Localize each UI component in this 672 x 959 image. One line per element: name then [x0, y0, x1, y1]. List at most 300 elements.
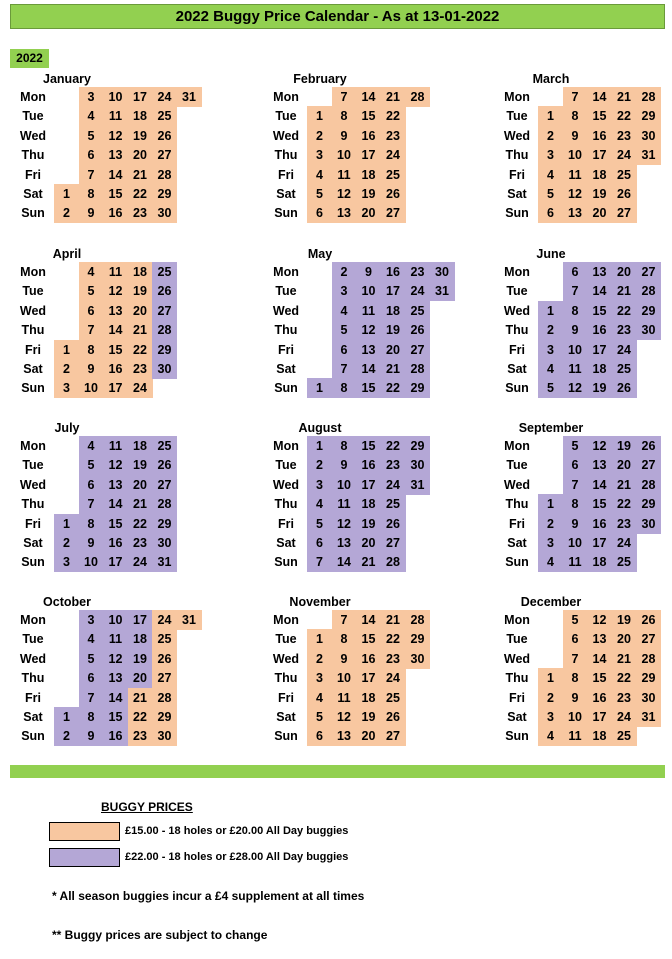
day-cell: 20	[128, 475, 153, 495]
day-cell: 12	[103, 649, 128, 669]
day-cell: 9	[79, 533, 104, 553]
day-cell: 17	[356, 668, 381, 688]
weekday-label: Fri	[278, 690, 294, 705]
day-cell: 8	[563, 494, 588, 514]
weekday-label: Sat	[23, 710, 43, 724]
day-cell: 2	[538, 320, 563, 340]
weekday-label: Wed	[272, 128, 300, 143]
day-cell: 10	[563, 145, 588, 165]
day-cell: 8	[79, 184, 104, 204]
day-cell: 7	[79, 165, 104, 185]
day-cell: 9	[332, 455, 357, 475]
day-cell: 11	[563, 359, 588, 379]
weekday-label: Sun	[274, 381, 298, 396]
month-name: August	[298, 421, 342, 435]
day-cell: 15	[587, 106, 612, 126]
day-cell: 2	[332, 262, 357, 282]
day-cell: 2	[307, 649, 332, 669]
purple-price-swatch	[49, 848, 120, 867]
day-cell: 14	[587, 281, 612, 301]
weekday-label: Sun	[274, 206, 298, 221]
day-cell: 24	[128, 552, 153, 572]
day-cell: 21	[612, 475, 637, 495]
day-cell: 17	[381, 281, 406, 301]
day-cell: 18	[587, 359, 612, 379]
day-cell: 5	[79, 281, 104, 301]
weekday-label: Tue	[506, 109, 528, 124]
weekday-label: Mon	[273, 439, 299, 453]
day-cell: 14	[587, 87, 612, 107]
month-name: October	[43, 595, 91, 609]
day-cell: 20	[356, 533, 381, 553]
day-cell: 6	[538, 203, 563, 223]
day-cell: 21	[612, 87, 637, 107]
weekday-label: Mon	[504, 613, 530, 627]
day-cell: 23	[612, 514, 637, 534]
month-name: November	[289, 595, 351, 609]
day-cell: 11	[332, 165, 357, 185]
weekday-label: Mon	[504, 265, 530, 279]
day-cell: 1	[538, 494, 563, 514]
day-cell: 27	[381, 533, 406, 553]
day-cell: 19	[128, 126, 153, 146]
day-cell: 26	[381, 184, 406, 204]
day-cell: 13	[587, 629, 612, 649]
day-cell: 4	[538, 165, 563, 185]
weekday-label: Thu	[505, 323, 529, 338]
day-cell: 30	[636, 514, 661, 534]
day-cell: 19	[587, 184, 612, 204]
year-label: 2022	[10, 49, 49, 68]
day-cell: 30	[405, 649, 430, 669]
day-cell: 6	[79, 145, 104, 165]
weekday-label: Sat	[507, 710, 527, 724]
day-cell: 8	[79, 514, 104, 534]
weekday-label: Mon	[273, 90, 299, 104]
day-cell: 6	[79, 668, 104, 688]
day-cell: 8	[563, 106, 588, 126]
day-cell: 3	[54, 378, 79, 398]
weekday-label: Tue	[506, 458, 528, 473]
day-cell: 21	[128, 320, 153, 340]
day-cell: 25	[152, 436, 177, 456]
day-cell: 18	[587, 165, 612, 185]
day-cell: 11	[103, 262, 128, 282]
weekday-label: Fri	[25, 167, 41, 182]
weekday-label: Thu	[505, 671, 529, 686]
month-july	[12, 419, 212, 579]
day-cell: 3	[538, 533, 563, 553]
day-cell: 24	[612, 340, 637, 360]
day-cell: 8	[332, 106, 357, 126]
day-cell: 15	[103, 707, 128, 727]
day-cell: 16	[356, 649, 381, 669]
weekday-label: Thu	[21, 148, 45, 163]
day-cell: 12	[563, 184, 588, 204]
weekday-label: Thu	[505, 497, 529, 512]
day-cell: 7	[563, 281, 588, 301]
weekday-label: Wed	[503, 651, 531, 666]
day-cell: 22	[128, 707, 153, 727]
day-cell: 22	[612, 494, 637, 514]
day-cell: 10	[332, 475, 357, 495]
day-cell: 3	[538, 340, 563, 360]
day-cell: 23	[381, 126, 406, 146]
day-cell: 4	[79, 436, 104, 456]
day-cell: 16	[103, 726, 128, 746]
day-cell: 5	[307, 707, 332, 727]
day-cell: 26	[152, 281, 177, 301]
day-cell: 15	[587, 668, 612, 688]
weekday-label: Sat	[23, 536, 43, 550]
day-cell: 5	[307, 184, 332, 204]
day-cell: 30	[152, 533, 177, 553]
day-cell: 3	[307, 145, 332, 165]
weekday-label: Wed	[19, 303, 47, 318]
day-cell: 27	[152, 301, 177, 321]
day-cell: 27	[636, 262, 661, 282]
day-cell: 22	[381, 378, 406, 398]
weekday-label: Mon	[504, 90, 530, 104]
day-cell: 5	[563, 436, 588, 456]
day-cell: 7	[79, 688, 104, 708]
day-cell: 9	[79, 359, 104, 379]
day-cell: 10	[356, 281, 381, 301]
day-cell: 23	[128, 359, 153, 379]
day-cell: 19	[612, 610, 637, 630]
weekday-label: Sat	[23, 362, 43, 376]
day-cell: 23	[405, 262, 430, 282]
day-cell: 22	[381, 106, 406, 126]
day-cell: 4	[538, 726, 563, 746]
day-cell: 6	[332, 340, 357, 360]
day-cell: 23	[128, 533, 153, 553]
day-cell: 24	[405, 281, 430, 301]
day-cell: 14	[356, 359, 381, 379]
weekday-label: Wed	[503, 477, 531, 492]
day-cell: 20	[381, 340, 406, 360]
day-cell: 4	[307, 165, 332, 185]
weekday-label: Sun	[274, 555, 298, 570]
day-cell: 26	[152, 455, 177, 475]
month-august	[265, 419, 465, 579]
day-cell: 6	[307, 533, 332, 553]
day-cell: 30	[636, 320, 661, 340]
month-name: February	[293, 72, 347, 86]
month-name: June	[536, 247, 566, 261]
day-cell: 26	[636, 436, 661, 456]
day-cell: 26	[612, 378, 637, 398]
day-cell: 5	[307, 514, 332, 534]
weekday-label: Fri	[278, 342, 294, 357]
day-cell: 13	[103, 668, 128, 688]
day-cell: 2	[307, 455, 332, 475]
day-cell: 18	[587, 552, 612, 572]
day-cell: 12	[587, 436, 612, 456]
day-cell: 12	[332, 184, 357, 204]
day-cell: 3	[538, 145, 563, 165]
day-cell: 19	[356, 514, 381, 534]
day-cell: 20	[612, 455, 637, 475]
supplement-note: * All season buggies incur a £4 supplement at all times	[52, 889, 365, 903]
day-cell: 26	[636, 610, 661, 630]
day-cell: 21	[381, 610, 406, 630]
day-cell: 13	[103, 145, 128, 165]
day-cell: 28	[405, 87, 430, 107]
day-cell: 25	[612, 359, 637, 379]
day-cell: 4	[538, 552, 563, 572]
day-cell: 7	[563, 87, 588, 107]
day-cell: 11	[332, 688, 357, 708]
weekday-label: Thu	[274, 497, 298, 512]
day-cell: 31	[152, 552, 177, 572]
weekday-label: Thu	[21, 497, 45, 512]
day-cell: 12	[332, 514, 357, 534]
day-cell: 27	[152, 668, 177, 688]
weekday-label: Fri	[25, 516, 41, 531]
day-cell: 9	[79, 726, 104, 746]
weekday-label: Sun	[505, 381, 529, 396]
weekday-label: Wed	[272, 651, 300, 666]
day-cell: 15	[103, 340, 128, 360]
day-cell: 6	[79, 475, 104, 495]
day-cell: 10	[563, 533, 588, 553]
day-cell: 17	[103, 378, 128, 398]
month-name: January	[43, 72, 91, 86]
day-cell: 14	[103, 688, 128, 708]
day-cell: 17	[128, 610, 153, 630]
day-cell: 28	[152, 165, 177, 185]
day-cell: 17	[356, 475, 381, 495]
day-cell: 21	[356, 552, 381, 572]
purple-price-label: £22.00 - 18 holes or £28.00 All Day buggies	[125, 851, 349, 863]
day-cell: 7	[332, 359, 357, 379]
day-cell: 6	[307, 726, 332, 746]
day-cell: 3	[79, 87, 104, 107]
day-cell: 31	[177, 87, 202, 107]
day-cell: 13	[332, 203, 357, 223]
day-cell: 27	[636, 629, 661, 649]
day-cell: 9	[332, 126, 357, 146]
day-cell: 10	[563, 340, 588, 360]
day-cell: 2	[307, 126, 332, 146]
day-cell: 10	[103, 610, 128, 630]
day-cell: 21	[381, 359, 406, 379]
day-cell: 12	[563, 378, 588, 398]
day-cell: 7	[79, 320, 104, 340]
weekday-label: Thu	[274, 323, 298, 338]
day-cell: 17	[587, 533, 612, 553]
day-cell: 4	[332, 301, 357, 321]
legend-title: BUGGY PRICES	[101, 800, 193, 814]
day-cell: 28	[405, 359, 430, 379]
day-cell: 29	[405, 436, 430, 456]
day-cell: 9	[563, 126, 588, 146]
day-cell: 30	[152, 726, 177, 746]
day-cell: 24	[381, 475, 406, 495]
day-cell: 17	[587, 145, 612, 165]
day-cell: 9	[563, 688, 588, 708]
day-cell: 30	[405, 455, 430, 475]
day-cell: 25	[381, 688, 406, 708]
day-cell: 15	[356, 378, 381, 398]
orange-price-swatch	[49, 822, 120, 841]
weekday-label: Fri	[278, 516, 294, 531]
day-cell: 6	[563, 629, 588, 649]
day-cell: 27	[152, 145, 177, 165]
weekday-label: Tue	[22, 109, 44, 124]
day-cell: 26	[381, 707, 406, 727]
day-cell: 19	[128, 649, 153, 669]
day-cell: 18	[128, 106, 153, 126]
day-cell: 14	[103, 165, 128, 185]
weekday-label: Mon	[20, 265, 46, 279]
day-cell: 4	[538, 359, 563, 379]
weekday-label: Sun	[505, 206, 529, 221]
day-cell: 30	[152, 359, 177, 379]
day-cell: 1	[538, 301, 563, 321]
day-cell: 24	[152, 610, 177, 630]
day-cell: 13	[103, 475, 128, 495]
weekday-label: Fri	[509, 342, 525, 357]
weekday-label: Mon	[504, 439, 530, 453]
day-cell: 7	[332, 87, 357, 107]
day-cell: 6	[307, 203, 332, 223]
weekday-label: Wed	[19, 651, 47, 666]
weekday-label: Tue	[22, 284, 44, 299]
day-cell: 26	[152, 649, 177, 669]
orange-price-label: £15.00 - 18 holes or £20.00 All Day buggies	[125, 825, 349, 837]
day-cell: 24	[152, 87, 177, 107]
day-cell: 1	[538, 668, 563, 688]
day-cell: 31	[636, 707, 661, 727]
day-cell: 18	[356, 165, 381, 185]
weekday-label: Tue	[22, 458, 44, 473]
day-cell: 1	[54, 340, 79, 360]
day-cell: 25	[612, 165, 637, 185]
day-cell: 10	[103, 87, 128, 107]
price-change-note: ** Buggy prices are subject to change	[52, 928, 268, 942]
day-cell: 16	[103, 359, 128, 379]
day-cell: 10	[332, 145, 357, 165]
day-cell: 1	[54, 707, 79, 727]
day-cell: 29	[636, 668, 661, 688]
day-cell: 4	[79, 262, 104, 282]
weekday-label: Thu	[505, 148, 529, 163]
weekday-label: Thu	[274, 671, 298, 686]
day-cell: 8	[79, 707, 104, 727]
weekday-label: Sat	[276, 710, 296, 724]
month-name: March	[532, 72, 570, 86]
weekday-label: Thu	[21, 671, 45, 686]
month-march	[496, 70, 672, 230]
day-cell: 28	[636, 87, 661, 107]
day-cell: 19	[612, 436, 637, 456]
day-cell: 10	[79, 552, 104, 572]
day-cell: 13	[332, 533, 357, 553]
day-cell: 17	[356, 145, 381, 165]
day-cell: 12	[356, 320, 381, 340]
month-name: April	[52, 247, 82, 261]
day-cell: 25	[152, 629, 177, 649]
weekday-label: Wed	[503, 303, 531, 318]
weekday-label: Mon	[20, 613, 46, 627]
day-cell: 27	[152, 475, 177, 495]
divider-bar	[10, 765, 665, 778]
day-cell: 21	[128, 165, 153, 185]
day-cell: 17	[587, 707, 612, 727]
day-cell: 28	[636, 475, 661, 495]
day-cell: 22	[381, 436, 406, 456]
day-cell: 5	[79, 126, 104, 146]
day-cell: 20	[128, 668, 153, 688]
day-cell: 3	[307, 475, 332, 495]
day-cell: 2	[54, 533, 79, 553]
day-cell: 18	[587, 726, 612, 746]
day-cell: 5	[79, 649, 104, 669]
weekday-label: Tue	[275, 632, 297, 647]
day-cell: 8	[563, 301, 588, 321]
day-cell: 26	[612, 184, 637, 204]
day-cell: 11	[563, 165, 588, 185]
day-cell: 22	[381, 629, 406, 649]
day-cell: 13	[356, 340, 381, 360]
day-cell: 5	[538, 184, 563, 204]
day-cell: 22	[128, 514, 153, 534]
day-cell: 28	[152, 688, 177, 708]
day-cell: 24	[612, 533, 637, 553]
day-cell: 15	[587, 301, 612, 321]
day-cell: 29	[152, 184, 177, 204]
weekday-label: Thu	[21, 323, 45, 338]
day-cell: 7	[563, 475, 588, 495]
day-cell: 16	[587, 126, 612, 146]
day-cell: 2	[538, 514, 563, 534]
day-cell: 24	[381, 145, 406, 165]
month-april	[12, 245, 212, 405]
day-cell: 7	[307, 552, 332, 572]
day-cell: 22	[612, 668, 637, 688]
day-cell: 5	[563, 610, 588, 630]
day-cell: 17	[587, 340, 612, 360]
day-cell: 4	[79, 629, 104, 649]
day-cell: 5	[332, 320, 357, 340]
day-cell: 12	[103, 126, 128, 146]
day-cell: 25	[381, 165, 406, 185]
weekday-label: Wed	[503, 128, 531, 143]
weekday-label: Fri	[25, 690, 41, 705]
day-cell: 14	[103, 320, 128, 340]
day-cell: 23	[612, 320, 637, 340]
day-cell: 13	[332, 726, 357, 746]
weekday-label: Sun	[505, 555, 529, 570]
day-cell: 8	[563, 668, 588, 688]
day-cell: 30	[430, 262, 455, 282]
day-cell: 6	[563, 455, 588, 475]
day-cell: 23	[128, 726, 153, 746]
day-cell: 29	[152, 340, 177, 360]
day-cell: 28	[636, 649, 661, 669]
day-cell: 11	[103, 629, 128, 649]
weekday-label: Fri	[509, 516, 525, 531]
day-cell: 22	[612, 301, 637, 321]
day-cell: 26	[152, 126, 177, 146]
day-cell: 13	[103, 301, 128, 321]
month-january	[12, 70, 212, 230]
day-cell: 3	[54, 552, 79, 572]
day-cell: 20	[356, 203, 381, 223]
day-cell: 16	[356, 126, 381, 146]
